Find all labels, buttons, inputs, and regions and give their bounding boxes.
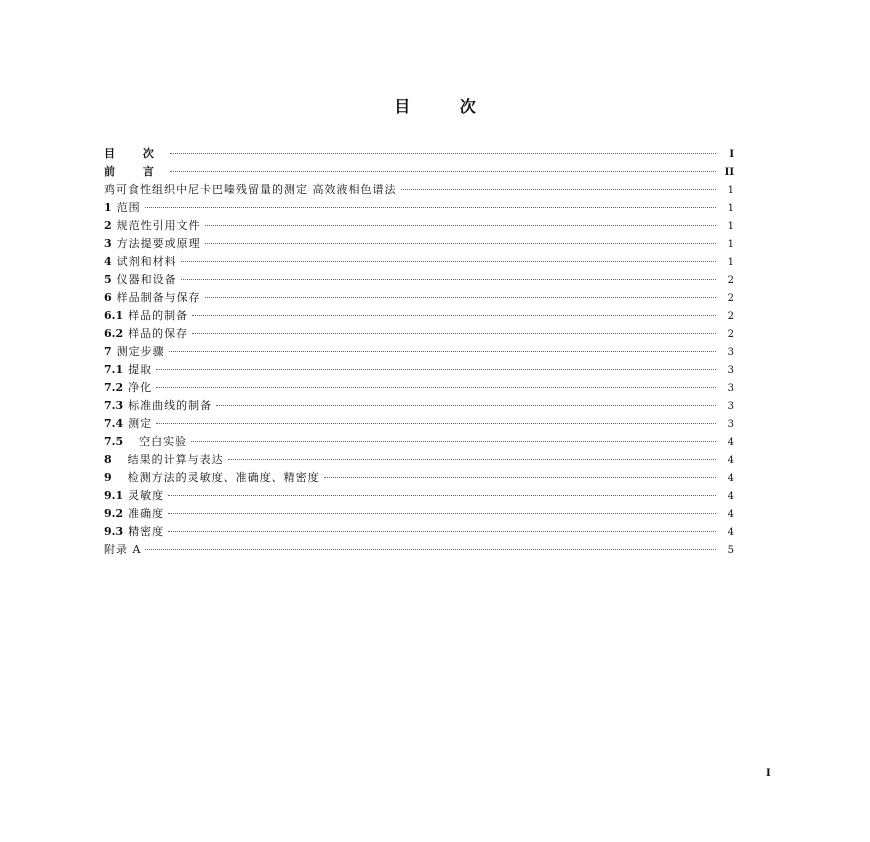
- dot-leader: [168, 513, 716, 514]
- toc-entry-page: 2: [727, 293, 734, 304]
- toc-entry-number: 8: [104, 453, 112, 466]
- dot-leader: [170, 171, 716, 172]
- toc-entry-4[interactable]: [104, 253, 734, 271]
- toc-entry-page: 1: [727, 185, 734, 196]
- toc-entry-6[interactable]: [104, 289, 734, 307]
- toc-entry-foreword[interactable]: [104, 163, 734, 181]
- toc-entry-number: 7: [104, 345, 112, 358]
- toc-entry-page: 4: [727, 455, 734, 466]
- page-number: I: [766, 768, 771, 779]
- toc-entry-label: 标准曲线的制备: [128, 399, 213, 412]
- toc-entry-number: 7.1: [104, 363, 124, 376]
- dot-leader: [181, 279, 716, 280]
- toc-entry-7-4[interactable]: [104, 415, 734, 433]
- dot-leader: [192, 333, 716, 334]
- toc-entry-number: 7.3: [104, 399, 124, 412]
- toc-entry-number: 1: [104, 201, 112, 214]
- toc-entry-number: 6: [104, 291, 112, 304]
- toc-entry-contents[interactable]: [104, 145, 734, 163]
- dot-leader: [205, 225, 716, 226]
- toc-entry-6-2[interactable]: [104, 325, 734, 343]
- toc-entry-number: 9.1: [104, 489, 124, 502]
- toc-entry-label: 附录 A: [104, 543, 142, 556]
- toc-entry-label: 样品的保存: [128, 327, 189, 340]
- toc-entry-page: 2: [727, 275, 734, 286]
- toc-entry-page: 2: [727, 329, 734, 340]
- toc-entry-page: 3: [727, 419, 734, 430]
- dot-leader: [169, 351, 716, 352]
- dot-leader: [145, 207, 716, 208]
- toc-entry-number: 7.2: [104, 381, 124, 394]
- toc-entry-label: 前 言: [104, 165, 166, 178]
- toc-entry-page: 1: [727, 221, 734, 232]
- toc-entry-page: II: [724, 167, 734, 178]
- toc-entry-number: 5: [104, 273, 112, 286]
- table-of-contents: [104, 145, 734, 559]
- toc-entry-label: 灵敏度: [128, 489, 165, 502]
- toc-entry-page: 1: [727, 239, 734, 250]
- dot-leader: [156, 423, 716, 424]
- toc-entry-label: 目 次: [104, 147, 166, 160]
- toc-entry-label: 样品制备与保存: [116, 291, 201, 304]
- toc-entry-7-3[interactable]: [104, 397, 734, 415]
- toc-entry-page: 4: [727, 473, 734, 484]
- toc-entry-9[interactable]: [104, 469, 734, 487]
- toc-entry-standard-title[interactable]: [104, 181, 734, 199]
- toc-entry-label: 准确度: [128, 507, 165, 520]
- toc-entry-7[interactable]: [104, 343, 734, 361]
- toc-entry-label: 方法提要或原理: [116, 237, 201, 250]
- toc-entry-number: 9: [104, 471, 112, 484]
- toc-entry-page: 5: [727, 545, 734, 556]
- toc-entry-page: 4: [727, 509, 734, 520]
- toc-entry-number: 7.5: [104, 435, 124, 448]
- dot-leader: [216, 405, 716, 406]
- toc-entry-label: 检测方法的灵敏度、准确度、精密度: [127, 471, 320, 484]
- toc-entry-number: 2: [104, 219, 112, 232]
- toc-entry-number: 6.1: [104, 309, 124, 322]
- toc-entry-label: 仪器和设备: [116, 273, 177, 286]
- toc-entry-6-1[interactable]: [104, 307, 734, 325]
- toc-entry-number: 3: [104, 237, 112, 250]
- dot-leader: [191, 441, 716, 442]
- toc-entry-page: 4: [727, 437, 734, 448]
- dot-leader: [168, 495, 716, 496]
- toc-entry-number: 7.4: [104, 417, 124, 430]
- toc-entry-7-5[interactable]: [104, 433, 734, 451]
- toc-entry-page: 2: [727, 311, 734, 322]
- toc-entry-page: 1: [727, 203, 734, 214]
- dot-leader: [170, 153, 716, 154]
- toc-entry-5[interactable]: [104, 271, 734, 289]
- dot-leader: [205, 243, 716, 244]
- toc-entry-7-2[interactable]: [104, 379, 734, 397]
- toc-entry-label: 试剂和材料: [116, 255, 177, 268]
- dot-leader: [156, 369, 716, 370]
- dot-leader: [324, 477, 716, 478]
- toc-entry-label: 提取: [128, 363, 153, 376]
- toc-entry-label: 精密度: [128, 525, 165, 538]
- toc-entry-9-1[interactable]: [104, 487, 734, 505]
- dot-leader: [205, 297, 716, 298]
- toc-entry-page: 3: [727, 401, 734, 412]
- toc-entry-1[interactable]: [104, 199, 734, 217]
- toc-entry-page: I: [729, 149, 734, 160]
- toc-entry-2[interactable]: [104, 217, 734, 235]
- toc-entry-label: 空白实验: [139, 435, 188, 448]
- toc-entry-9-3[interactable]: [104, 523, 734, 541]
- toc-entry-page: 3: [727, 347, 734, 358]
- dot-leader: [156, 387, 716, 388]
- page-title: 目 次: [394, 97, 498, 116]
- dot-leader: [145, 549, 716, 550]
- toc-entry-label: 净化: [128, 381, 153, 394]
- toc-entry-page: 4: [727, 491, 734, 502]
- toc-entry-7-1[interactable]: [104, 361, 734, 379]
- dot-leader: [401, 189, 717, 190]
- toc-entry-number: 6.2: [104, 327, 124, 340]
- toc-entry-number: 9.2: [104, 507, 124, 520]
- toc-entry-page: 3: [727, 383, 734, 394]
- toc-entry-number: 9.3: [104, 525, 124, 538]
- toc-entry-label: 测定: [128, 417, 153, 430]
- toc-entry-label: 鸡可食性组织中尼卡巴嗪残留量的测定 高效液相色谱法: [104, 183, 397, 196]
- dot-leader: [192, 315, 716, 316]
- dot-leader: [181, 261, 716, 262]
- toc-entry-page: 1: [727, 257, 734, 268]
- toc-entry-page: 3: [727, 365, 734, 376]
- toc-entry-9-2[interactable]: [104, 505, 734, 523]
- toc-entry-page: 4: [727, 527, 734, 538]
- toc-entry-label: 结果的计算与表达: [127, 453, 224, 466]
- toc-entry-3[interactable]: [104, 235, 734, 253]
- dot-leader: [228, 459, 716, 460]
- toc-entry-appendix-a[interactable]: [104, 541, 734, 559]
- dot-leader: [168, 531, 716, 532]
- toc-entry-label: 规范性引用文件: [116, 219, 201, 232]
- toc-entry-label: 范围: [116, 201, 141, 214]
- toc-entry-label: 测定步骤: [116, 345, 165, 358]
- toc-entry-number: 4: [104, 255, 112, 268]
- toc-entry-8[interactable]: [104, 451, 734, 469]
- toc-entry-label: 样品的制备: [128, 309, 189, 322]
